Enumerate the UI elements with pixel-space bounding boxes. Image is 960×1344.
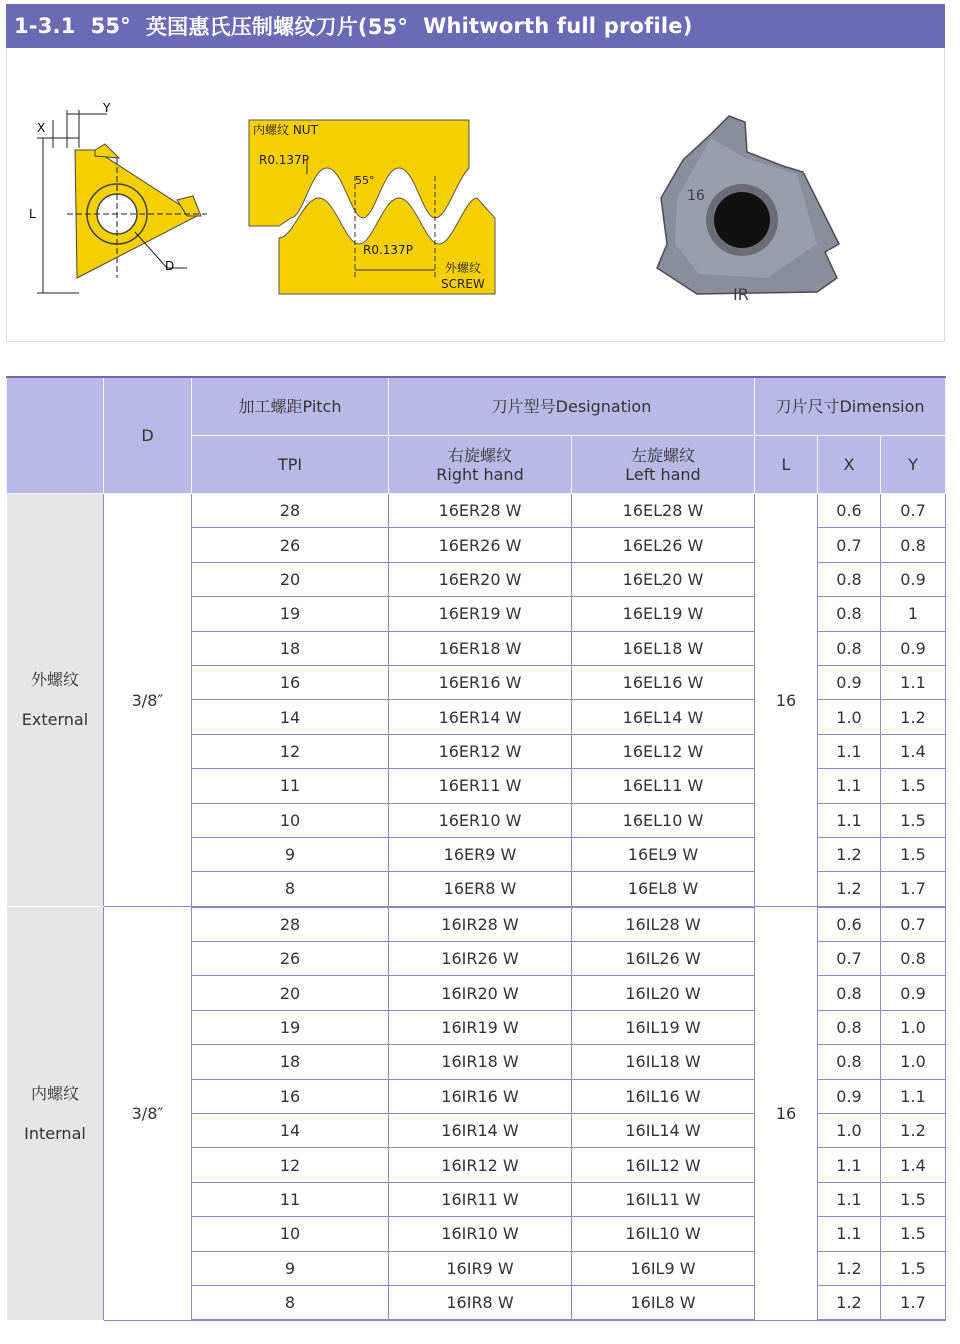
diameter-cell: 3/8″ — [104, 907, 192, 1321]
table-row — [7, 494, 946, 528]
right-hand-cell: 16ER12 W — [389, 734, 572, 768]
tpi-cell: 10 — [192, 803, 389, 837]
y-cell: 0.9 — [881, 562, 946, 596]
group-label-en: External — [21, 710, 89, 730]
left-hand-cell: 16IL10 W — [572, 1217, 755, 1251]
tpi-cell: 9 — [192, 1251, 389, 1285]
x-cell: 1.2 — [818, 1251, 881, 1285]
x-cell: 1.2 — [818, 1285, 881, 1320]
left-hand-cell: 16EL12 W — [572, 734, 755, 768]
x-cell: 1.0 — [818, 1114, 881, 1148]
left-hand-cell: 16IL16 W — [572, 1079, 755, 1113]
tpi-cell: 9 — [192, 837, 389, 871]
x-cell: 0.8 — [818, 976, 881, 1010]
y-cell: 1.2 — [881, 700, 946, 734]
left-hand-cell: 16EL8 W — [572, 872, 755, 907]
y-cell: 0.9 — [881, 631, 946, 665]
right-hand-cell: 16IR28 W — [389, 907, 572, 942]
tpi-cell: 16 — [192, 665, 389, 699]
x-cell: 0.8 — [818, 1010, 881, 1044]
x-cell: 0.7 — [818, 528, 881, 562]
left-hand-cell: 16IL11 W — [572, 1182, 755, 1216]
tpi-cell: 8 — [192, 872, 389, 907]
header-left-en: Left hand — [625, 464, 701, 484]
left-hand-cell: 16EL10 W — [572, 803, 755, 837]
right-hand-cell: 16IR18 W — [389, 1045, 572, 1079]
right-hand-cell: 16IR9 W — [389, 1251, 572, 1285]
tpi-cell: 19 — [192, 597, 389, 631]
left-hand-cell: 16IL14 W — [572, 1114, 755, 1148]
header-blank — [7, 377, 104, 494]
right-hand-cell: 16ER28 W — [389, 494, 572, 528]
right-hand-cell: 16ER8 W — [389, 872, 572, 907]
x-cell: 0.8 — [818, 1045, 881, 1079]
header-x: X — [818, 436, 881, 494]
y-cell: 1.5 — [881, 837, 946, 871]
x-cell: 1.1 — [818, 1182, 881, 1216]
y-cell: 1.5 — [881, 1217, 946, 1251]
tpi-cell: 8 — [192, 1285, 389, 1320]
screw-label-en: SCREW — [441, 277, 485, 291]
tpi-cell: 12 — [192, 734, 389, 768]
dim-x-label: X — [37, 121, 46, 135]
group-label-cn: 外螺纹 — [30, 670, 79, 690]
y-cell: 0.8 — [881, 528, 946, 562]
right-hand-cell: 16ER19 W — [389, 597, 572, 631]
x-cell: 1.1 — [818, 803, 881, 837]
header-dimension: 刀片尺寸Dimension — [755, 377, 946, 436]
left-hand-cell: 16IL18 W — [572, 1045, 755, 1079]
tpi-cell: 19 — [192, 1010, 389, 1044]
header-right-hand — [389, 436, 572, 494]
tpi-cell: 12 — [192, 1148, 389, 1182]
right-hand-cell: 16IR8 W — [389, 1285, 572, 1320]
header-tpi: TPI — [192, 436, 389, 494]
spec-table-body — [7, 494, 946, 1321]
right-hand-cell: 16ER18 W — [389, 631, 572, 665]
dim-y-label: Y — [103, 101, 111, 115]
y-cell: 0.8 — [881, 942, 946, 976]
spec-table — [6, 376, 946, 1321]
x-cell: 0.9 — [818, 665, 881, 699]
x-cell: 0.7 — [818, 942, 881, 976]
group-label-en: Internal — [24, 1123, 86, 1143]
left-hand-cell: 16IL9 W — [572, 1251, 755, 1285]
header-left-hand — [572, 436, 755, 494]
length-cell: 16 — [755, 907, 818, 1321]
insert-photo — [657, 116, 839, 294]
y-cell: 0.7 — [881, 494, 946, 528]
right-hand-cell: 16ER9 W — [389, 837, 572, 871]
left-hand-cell: 16EL26 W — [572, 528, 755, 562]
angle-label: 55° — [355, 174, 375, 187]
x-cell: 1.2 — [818, 837, 881, 871]
header-y: Y — [881, 436, 946, 494]
right-hand-cell: 16IR16 W — [389, 1079, 572, 1113]
tpi-cell: 26 — [192, 942, 389, 976]
left-hand-cell: 16IL28 W — [572, 907, 755, 942]
right-hand-cell: 16ER14 W — [389, 700, 572, 734]
insert-dimension-drawing — [37, 110, 207, 293]
x-cell: 0.8 — [818, 597, 881, 631]
x-cell: 0.6 — [818, 494, 881, 528]
left-hand-cell: 16EL18 W — [572, 631, 755, 665]
left-hand-cell: 16IL19 W — [572, 1010, 755, 1044]
tpi-cell: 16 — [192, 1079, 389, 1113]
insert-marking-ir: IR — [733, 285, 749, 304]
x-cell: 1.0 — [818, 700, 881, 734]
y-cell: 1.5 — [881, 1182, 946, 1216]
dim-l-label: L — [29, 207, 36, 221]
y-cell: 1.0 — [881, 1045, 946, 1079]
length-cell: 16 — [755, 494, 818, 907]
y-cell: 1.1 — [881, 665, 946, 699]
header-l: L — [755, 436, 818, 494]
title-cn: 英国惠氏压制螺纹刀片(55° — [145, 15, 409, 39]
title-angle: 55° — [90, 14, 131, 38]
header-pitch: 加工螺距Pitch — [192, 377, 389, 436]
right-hand-cell: 16ER16 W — [389, 665, 572, 699]
y-cell: 1 — [881, 597, 946, 631]
group-label-cn: 内螺纹 — [30, 1083, 79, 1103]
left-hand-cell: 16EL11 W — [572, 769, 755, 803]
header-right-cn: 右旋螺纹 — [447, 445, 512, 465]
y-cell: 1.7 — [881, 1285, 946, 1320]
right-hand-cell: 16IR10 W — [389, 1217, 572, 1251]
y-cell: 1.7 — [881, 872, 946, 907]
tpi-cell: 28 — [192, 494, 389, 528]
right-hand-cell: 16IR19 W — [389, 1010, 572, 1044]
right-hand-cell: 16IR12 W — [389, 1148, 572, 1182]
x-cell: 0.8 — [818, 631, 881, 665]
screw-label-cn: 外螺纹 — [445, 261, 482, 275]
tpi-cell: 28 — [192, 907, 389, 942]
x-cell: 0.8 — [818, 562, 881, 596]
group-label — [7, 907, 104, 1321]
left-hand-cell: 16EL28 W — [572, 494, 755, 528]
x-cell: 1.2 — [818, 872, 881, 907]
tpi-cell: 14 — [192, 1114, 389, 1148]
tpi-cell: 18 — [192, 1045, 389, 1079]
x-cell: 1.1 — [818, 1148, 881, 1182]
tpi-cell: 18 — [192, 631, 389, 665]
x-cell: 0.6 — [818, 907, 881, 942]
left-hand-cell: 16IL12 W — [572, 1148, 755, 1182]
y-cell: 0.9 — [881, 976, 946, 1010]
dim-d-label: D — [165, 259, 175, 273]
tpi-cell: 14 — [192, 700, 389, 734]
y-cell: 0.7 — [881, 907, 946, 942]
table-row — [7, 907, 946, 942]
group-label — [7, 494, 104, 907]
diameter-cell: 3/8″ — [104, 494, 192, 907]
radius-bottom-label: R0.137P — [363, 243, 413, 257]
right-hand-cell: 16IR14 W — [389, 1114, 572, 1148]
right-hand-cell: 16IR26 W — [389, 942, 572, 976]
nut-label: 内螺纹 NUT — [253, 123, 318, 137]
title-en: Whitworth full profile) — [423, 14, 693, 38]
x-cell: 1.1 — [818, 769, 881, 803]
right-hand-cell: 16ER20 W — [389, 562, 572, 596]
x-cell: 1.1 — [818, 734, 881, 768]
right-hand-cell: 16ER10 W — [389, 803, 572, 837]
right-hand-cell: 16ER11 W — [389, 769, 572, 803]
left-hand-cell: 16IL20 W — [572, 976, 755, 1010]
title-number: 1-3.1 — [14, 14, 76, 38]
left-hand-cell: 16IL26 W — [572, 942, 755, 976]
left-hand-cell: 16EL16 W — [572, 665, 755, 699]
figure-drawings — [7, 48, 944, 342]
tpi-cell: 26 — [192, 528, 389, 562]
left-hand-cell: 16EL19 W — [572, 597, 755, 631]
header-d: D — [104, 377, 192, 494]
y-cell: 1.5 — [881, 1251, 946, 1285]
y-cell: 1.2 — [881, 1114, 946, 1148]
y-cell: 1.1 — [881, 1079, 946, 1113]
header-designation: 刀片型号Designation — [389, 377, 755, 436]
x-cell: 0.9 — [818, 1079, 881, 1113]
right-hand-cell: 16ER26 W — [389, 528, 572, 562]
tpi-cell: 20 — [192, 562, 389, 596]
x-cell: 1.1 — [818, 1217, 881, 1251]
header-left-cn: 左旋螺纹 — [631, 445, 696, 465]
y-cell: 1.4 — [881, 734, 946, 768]
y-cell: 1.5 — [881, 803, 946, 837]
tpi-cell: 11 — [192, 769, 389, 803]
tpi-cell: 20 — [192, 976, 389, 1010]
figure-panel — [6, 48, 945, 342]
left-hand-cell: 16EL9 W — [572, 837, 755, 871]
right-hand-cell: 16IR20 W — [389, 976, 572, 1010]
tpi-cell: 11 — [192, 1182, 389, 1216]
y-cell: 1.5 — [881, 769, 946, 803]
left-hand-cell: 16EL20 W — [572, 562, 755, 596]
insert-marking-16: 16 — [687, 188, 705, 204]
left-hand-cell: 16EL14 W — [572, 700, 755, 734]
header-right-en: Right hand — [436, 464, 524, 484]
section-title — [6, 4, 945, 48]
y-cell: 1.4 — [881, 1148, 946, 1182]
left-hand-cell: 16IL8 W — [572, 1285, 755, 1320]
right-hand-cell: 16IR11 W — [389, 1182, 572, 1216]
y-cell: 1.0 — [881, 1010, 946, 1044]
tpi-cell: 10 — [192, 1217, 389, 1251]
radius-top-label: R0.137P — [259, 153, 309, 167]
